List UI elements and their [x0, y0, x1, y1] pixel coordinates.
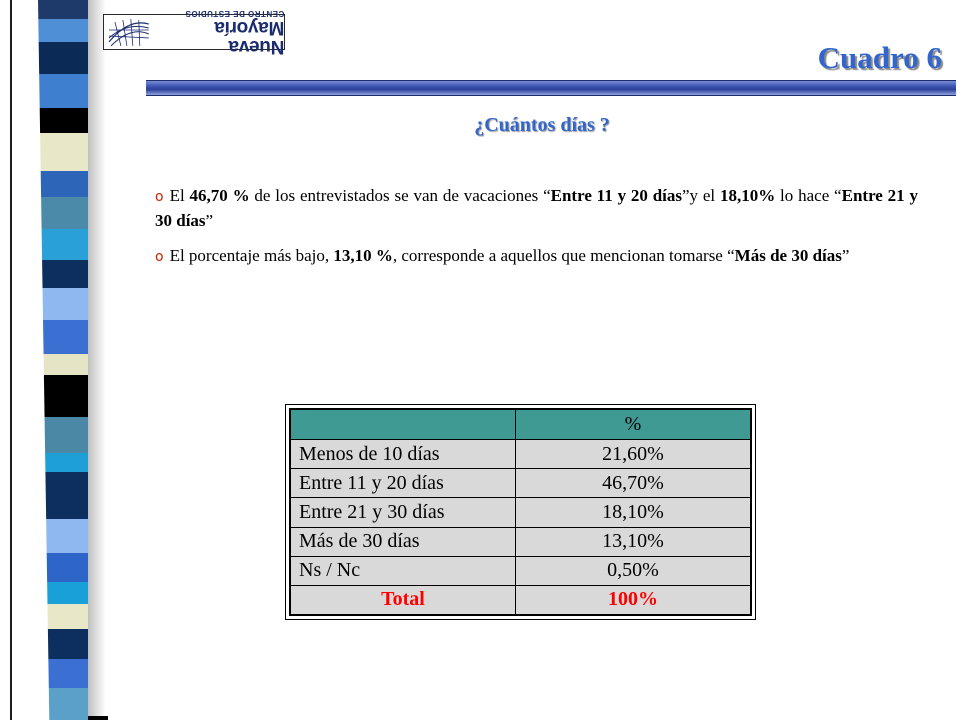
table-row — [291, 527, 751, 556]
total-value: 100% — [516, 585, 751, 614]
row-value: 18,10% — [516, 498, 751, 527]
row-value: 13,10% — [516, 527, 751, 556]
strip-shadow — [88, 0, 106, 720]
table-row — [291, 556, 751, 585]
page-title: Cuadro 6 — [817, 40, 942, 75]
table-row — [291, 440, 751, 469]
data-table-frame — [285, 404, 756, 620]
table-total-row — [291, 585, 751, 614]
row-label: Entre 11 y 20 días — [291, 469, 516, 498]
bullet-marker-icon: o — [155, 249, 164, 265]
row-label: Ns / Nc — [291, 556, 516, 585]
bullet-text-2: El porcentaje más bajo, 13,10 %, corresponde a aquellos que mencionan tomarse “Más de 30 días” — [169, 246, 850, 265]
bullet-item — [155, 244, 918, 269]
row-label: Más de 30 días — [291, 527, 516, 556]
bullet-marker-icon: o — [155, 189, 164, 205]
data-table — [290, 409, 751, 615]
row-value: 46,70% — [516, 469, 751, 498]
bullet-list — [155, 184, 918, 281]
bullet-text-1: El 46,70 % de los entrevistados se van de vacaciones “Entre 11 y 20 días”y el 18,10% lo hace “Entre 21 y 30 días” — [155, 186, 918, 230]
globe-grid-icon — [107, 16, 151, 48]
header-cell-percent: % — [516, 410, 751, 440]
row-value: 21,60% — [516, 440, 751, 469]
table-header-row — [291, 410, 751, 440]
bottom-tick — [88, 716, 108, 720]
bullet-item — [155, 184, 918, 232]
section-subtitle: ¿Cuántos días ? — [474, 114, 610, 136]
row-value: 0,50% — [516, 556, 751, 585]
table-row — [291, 469, 751, 498]
title-underline-bar — [146, 80, 956, 96]
total-label: Total — [291, 585, 516, 614]
logo-name: Nueva Mayoría — [214, 16, 284, 57]
left-border-line — [10, 0, 12, 720]
header-cell-label — [291, 410, 516, 440]
logo — [103, 8, 285, 57]
table-row — [291, 498, 751, 527]
row-label: Menos de 10 días — [291, 440, 516, 469]
row-label: Entre 21 y 30 días — [291, 498, 516, 527]
logo-subtitle: CENTRO DE ESTUDIOS — [184, 8, 284, 18]
